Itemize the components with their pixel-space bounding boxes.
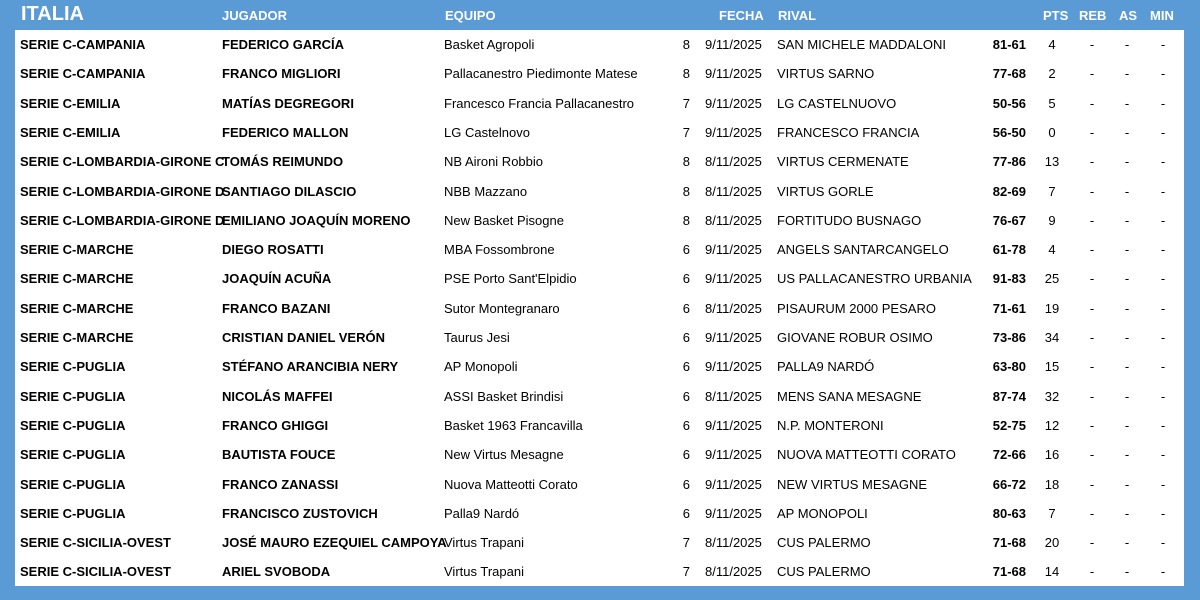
table-row <box>15 528 1184 557</box>
league-cell: SERIE C-LOMBARDIA-GIRONE D <box>20 183 225 199</box>
table-row <box>15 352 1184 381</box>
score-cell: 72-66 <box>992 447 1026 463</box>
as-cell: - <box>1124 359 1130 375</box>
pts-cell: 15 <box>1044 359 1060 375</box>
reb-cell: - <box>1089 242 1095 258</box>
league-cell: SERIE C-PUGLIA <box>20 359 126 375</box>
date-cell: 9/11/2025 <box>705 37 762 52</box>
reb-cell: - <box>1089 447 1095 463</box>
league-cell: SERIE C-PUGLIA <box>20 476 126 492</box>
table-row <box>15 206 1184 235</box>
as-cell: - <box>1124 183 1130 199</box>
team-cell: Sutor Montegranaro <box>444 300 560 316</box>
league-cell: SERIE C-SICILIA-OVEST <box>20 535 171 551</box>
pts-cell: 18 <box>1044 476 1060 492</box>
reb-cell: - <box>1089 388 1095 404</box>
player-cell: FRANCO GHIGGI <box>222 417 329 433</box>
league-cell: SERIE C-LOMBARDIA-GIRONE D <box>20 212 225 228</box>
number-cell: 6 <box>682 505 690 521</box>
score-cell: 56-50 <box>992 124 1026 140</box>
as-cell: - <box>1124 212 1130 228</box>
number-cell: 8 <box>682 154 690 170</box>
table-row <box>15 89 1184 118</box>
pts-cell: 9 <box>1048 212 1056 228</box>
number-cell: 8 <box>682 212 690 228</box>
header-as: AS <box>1119 8 1138 23</box>
rival-cell: US PALLACANESTRO URBANIA <box>777 271 972 287</box>
player-cell: FRANCO ZANASSI <box>222 476 339 492</box>
number-cell: 6 <box>682 388 690 404</box>
table-row <box>15 470 1184 499</box>
pts-cell: 34 <box>1044 330 1060 345</box>
reb-cell: - <box>1089 564 1095 580</box>
rival-cell: AP MONOPOLI <box>777 505 868 521</box>
team-cell: NB Aironi Robbio <box>444 154 543 170</box>
rival-cell: CUS PALERMO <box>777 564 871 580</box>
as-cell: - <box>1124 154 1130 170</box>
rival-cell: ANGELS SANTARCANGELO <box>777 242 949 258</box>
min-cell: - <box>1160 359 1166 375</box>
team-cell: New Basket Pisogne <box>444 212 564 228</box>
as-cell: - <box>1124 242 1130 258</box>
reb-cell: - <box>1089 505 1095 521</box>
number-cell: 6 <box>682 359 690 375</box>
min-cell: - <box>1160 505 1166 521</box>
score-cell: 82-69 <box>992 183 1026 199</box>
player-cell: FRANCISCO ZUSTOVICH <box>222 505 378 521</box>
pts-cell: 25 <box>1044 271 1060 287</box>
player-cell: BAUTISTA FOUCE <box>222 447 336 463</box>
pts-cell: 5 <box>1048 95 1056 111</box>
score-cell: 77-86 <box>992 154 1026 170</box>
as-cell: - <box>1124 271 1130 287</box>
date-cell: 9/11/2025 <box>705 476 762 492</box>
team-cell: Virtus Trapani <box>444 535 524 551</box>
pts-cell: 4 <box>1048 37 1056 52</box>
table-row <box>15 294 1184 323</box>
rival-cell: SAN MICHELE MADDALONI <box>777 37 947 52</box>
league-cell: SERIE C-MARCHE <box>20 330 134 345</box>
table-row <box>15 440 1184 469</box>
date-cell: 9/11/2025 <box>705 66 762 82</box>
rival-cell: CUS PALERMO <box>777 535 871 551</box>
table-row <box>15 323 1184 352</box>
team-cell: New Virtus Mesagne <box>444 447 564 463</box>
as-cell: - <box>1124 417 1130 433</box>
table-body <box>15 30 1184 586</box>
team-cell: NBB Mazzano <box>444 183 528 199</box>
table-row <box>15 147 1184 176</box>
min-cell: - <box>1160 66 1166 82</box>
number-cell: 6 <box>682 330 690 345</box>
number-cell: 6 <box>682 447 690 463</box>
min-cell: - <box>1160 388 1166 404</box>
player-cell: STÉFANO ARANCIBIA NERY <box>222 359 399 375</box>
player-cell: FRANCO MIGLIORI <box>222 66 341 82</box>
min-cell: - <box>1160 212 1166 228</box>
as-cell: - <box>1124 447 1130 463</box>
as-cell: - <box>1124 95 1130 111</box>
league-cell: SERIE C-LOMBARDIA-GIRONE C <box>20 154 225 170</box>
score-cell: 76-67 <box>992 212 1026 228</box>
reb-cell: - <box>1089 66 1095 82</box>
pts-cell: 13 <box>1044 154 1060 170</box>
team-cell: Pallacanestro Piedimonte Matese <box>444 66 638 82</box>
date-cell: 9/11/2025 <box>705 359 762 375</box>
as-cell: - <box>1124 300 1130 316</box>
league-cell: SERIE C-PUGLIA <box>20 417 126 433</box>
header-equipo: EQUIPO <box>445 8 496 23</box>
header-reb: REB <box>1079 8 1107 23</box>
pts-cell: 2 <box>1048 66 1056 82</box>
header-fecha: FECHA <box>719 8 764 23</box>
team-cell: LG Castelnovo <box>444 124 530 140</box>
min-cell: - <box>1160 37 1166 52</box>
header-rival: RIVAL <box>778 8 817 23</box>
date-cell: 8/11/2025 <box>705 154 762 170</box>
date-cell: 8/11/2025 <box>705 564 762 580</box>
score-cell: 52-75 <box>992 417 1026 433</box>
table-row <box>15 382 1184 411</box>
date-cell: 8/11/2025 <box>705 212 762 228</box>
score-cell: 66-72 <box>992 476 1026 492</box>
reb-cell: - <box>1089 535 1095 551</box>
score-cell: 81-61 <box>992 37 1026 52</box>
min-cell: - <box>1160 242 1166 258</box>
pts-cell: 32 <box>1044 388 1060 404</box>
score-cell: 71-68 <box>992 535 1026 551</box>
country-title: ITALIA <box>21 3 84 25</box>
player-cell: FEDERICO MALLON <box>222 124 349 140</box>
player-cell: FRANCO BAZANI <box>222 300 331 316</box>
pts-cell: 20 <box>1044 535 1060 551</box>
number-cell: 7 <box>682 95 690 111</box>
as-cell: - <box>1124 564 1130 580</box>
min-cell: - <box>1160 183 1166 199</box>
min-cell: - <box>1160 330 1166 345</box>
min-cell: - <box>1160 95 1166 111</box>
team-cell: Taurus Jesi <box>444 330 510 345</box>
min-cell: - <box>1160 535 1166 551</box>
rival-cell: LG CASTELNUOVO <box>777 95 897 111</box>
number-cell: 6 <box>682 300 690 316</box>
as-cell: - <box>1124 505 1130 521</box>
league-cell: SERIE C-CAMPANIA <box>20 66 146 82</box>
rival-cell: MENS SANA MESAGNE <box>777 388 922 404</box>
reb-cell: - <box>1089 37 1095 52</box>
rival-cell: VIRTUS CERMENATE <box>777 154 909 170</box>
score-cell: 77-68 <box>992 66 1026 82</box>
score-cell: 71-68 <box>992 564 1026 580</box>
reb-cell: - <box>1089 476 1095 492</box>
date-cell: 9/11/2025 <box>705 417 762 433</box>
league-cell: SERIE C-MARCHE <box>20 271 134 287</box>
as-cell: - <box>1124 388 1130 404</box>
score-cell: 73-86 <box>992 330 1026 345</box>
as-cell: - <box>1124 37 1130 52</box>
score-cell: 50-56 <box>992 95 1026 111</box>
rival-cell: PALLA9 NARDÓ <box>777 359 875 375</box>
as-cell: - <box>1124 124 1130 140</box>
reb-cell: - <box>1089 417 1095 433</box>
number-cell: 8 <box>682 66 690 82</box>
date-cell: 9/11/2025 <box>705 271 762 287</box>
min-cell: - <box>1160 271 1166 287</box>
team-cell: Palla9 Nardó <box>444 505 520 521</box>
min-cell: - <box>1160 564 1166 580</box>
as-cell: - <box>1124 66 1130 82</box>
rival-cell: VIRTUS GORLE <box>777 183 874 199</box>
reb-cell: - <box>1089 330 1095 345</box>
pts-cell: 7 <box>1048 505 1056 521</box>
reb-cell: - <box>1089 95 1095 111</box>
number-cell: 6 <box>682 271 690 287</box>
date-cell: 8/11/2025 <box>705 183 762 199</box>
reb-cell: - <box>1089 212 1095 228</box>
date-cell: 9/11/2025 <box>705 242 762 258</box>
table-row <box>15 499 1184 528</box>
score-cell: 63-80 <box>992 359 1026 375</box>
date-cell: 9/11/2025 <box>705 505 762 521</box>
pts-cell: 19 <box>1044 300 1060 316</box>
player-cell: NICOLÁS MAFFEI <box>222 388 333 404</box>
pts-cell: 16 <box>1044 447 1060 463</box>
rival-cell: VIRTUS SARNO <box>777 66 875 82</box>
table-row <box>15 235 1184 264</box>
league-cell: SERIE C-CAMPANIA <box>20 37 146 52</box>
date-cell: 9/11/2025 <box>705 124 762 140</box>
pts-cell: 0 <box>1048 124 1056 140</box>
score-cell: 87-74 <box>992 388 1026 404</box>
header-min: MIN <box>1150 8 1174 23</box>
rival-cell: PISAURUM 2000 PESARO <box>777 300 936 316</box>
number-cell: 6 <box>682 476 690 492</box>
player-cell: DIEGO ROSATTI <box>222 242 324 258</box>
player-cell: EMILIANO JOAQUÍN MORENO <box>222 212 411 228</box>
table-row <box>15 118 1184 147</box>
date-cell: 8/11/2025 <box>705 388 762 404</box>
rival-cell: GIOVANE ROBUR OSIMO <box>777 330 933 345</box>
team-cell: AP Monopoli <box>444 359 518 375</box>
team-cell: Virtus Trapani <box>444 564 524 580</box>
team-cell: Nuova Matteotti Corato <box>444 476 578 492</box>
player-cell: CRISTIAN DANIEL VERÓN <box>222 330 385 345</box>
player-cell: FEDERICO GARCÍA <box>222 37 345 52</box>
table-row <box>15 30 1184 59</box>
league-cell: SERIE C-EMILIA <box>20 95 121 111</box>
as-cell: - <box>1124 330 1130 345</box>
league-cell: SERIE C-PUGLIA <box>20 505 126 521</box>
rival-cell: NUOVA MATTEOTTI CORATO <box>777 447 956 463</box>
player-cell: JOSÉ MAURO EZEQUIEL CAMPOYA <box>222 535 447 551</box>
date-cell: 8/11/2025 <box>705 535 762 551</box>
number-cell: 7 <box>682 564 690 580</box>
date-cell: 9/11/2025 <box>705 330 762 345</box>
team-cell: MBA Fossombrone <box>444 242 555 258</box>
min-cell: - <box>1160 154 1166 170</box>
reb-cell: - <box>1089 124 1095 140</box>
score-cell: 91-83 <box>992 271 1026 287</box>
min-cell: - <box>1160 476 1166 492</box>
league-cell: SERIE C-MARCHE <box>20 242 134 258</box>
reb-cell: - <box>1089 271 1095 287</box>
min-cell: - <box>1160 124 1166 140</box>
as-cell: - <box>1124 535 1130 551</box>
player-cell: ARIEL SVOBODA <box>222 564 331 580</box>
score-cell: 71-61 <box>992 300 1026 316</box>
league-cell: SERIE C-PUGLIA <box>20 388 126 404</box>
header-jugador: JUGADOR <box>222 8 288 23</box>
header-pts: PTS <box>1043 8 1069 23</box>
pts-cell: 7 <box>1048 183 1056 199</box>
min-cell: - <box>1160 417 1166 433</box>
league-cell: SERIE C-MARCHE <box>20 300 134 316</box>
rival-cell: N.P. MONTERONI <box>777 417 884 433</box>
team-cell: Basket Agropoli <box>444 37 535 52</box>
date-cell: 8/11/2025 <box>705 300 762 316</box>
table-row <box>15 59 1184 88</box>
as-cell: - <box>1124 476 1130 492</box>
score-cell: 61-78 <box>992 242 1026 258</box>
pts-cell: 12 <box>1044 417 1060 433</box>
league-cell: SERIE C-PUGLIA <box>20 447 126 463</box>
player-cell: TOMÁS REIMUNDO <box>222 154 344 170</box>
date-cell: 9/11/2025 <box>705 447 762 463</box>
team-cell: Francesco Francia Pallacanestro <box>444 95 635 111</box>
league-cell: SERIE C-SICILIA-OVEST <box>20 564 171 580</box>
player-cell: SANTIAGO DILASCIO <box>222 183 357 199</box>
rival-cell: FRANCESCO FRANCIA <box>777 124 920 140</box>
min-cell: - <box>1160 300 1166 316</box>
date-cell: 9/11/2025 <box>705 95 762 111</box>
pts-cell: 4 <box>1048 242 1056 258</box>
number-cell: 6 <box>682 417 690 433</box>
rival-cell: FORTITUDO BUSNAGO <box>777 212 922 228</box>
table-header <box>0 0 1200 30</box>
number-cell: 6 <box>682 242 690 258</box>
team-cell: ASSI Basket Brindisi <box>444 388 564 404</box>
reb-cell: - <box>1089 183 1095 199</box>
player-cell: MATÍAS DEGREGORI <box>222 95 354 111</box>
number-cell: 8 <box>682 37 690 52</box>
rival-cell: NEW VIRTUS MESAGNE <box>777 476 928 492</box>
table-row <box>15 557 1184 586</box>
reb-cell: - <box>1089 154 1095 170</box>
player-cell: JOAQUÍN ACUÑA <box>222 271 332 287</box>
table-row <box>15 411 1184 440</box>
reb-cell: - <box>1089 359 1095 375</box>
number-cell: 8 <box>682 183 690 199</box>
number-cell: 7 <box>682 124 690 140</box>
number-cell: 7 <box>682 535 690 551</box>
min-cell: - <box>1160 447 1166 463</box>
score-cell: 80-63 <box>992 505 1026 521</box>
reb-cell: - <box>1089 300 1095 316</box>
team-cell: Basket 1963 Francavilla <box>444 417 583 433</box>
pts-cell: 14 <box>1044 564 1060 580</box>
table-row <box>15 264 1184 293</box>
team-cell: PSE Porto Sant'Elpidio <box>444 271 577 287</box>
league-cell: SERIE C-EMILIA <box>20 124 121 140</box>
table-row <box>15 177 1184 206</box>
